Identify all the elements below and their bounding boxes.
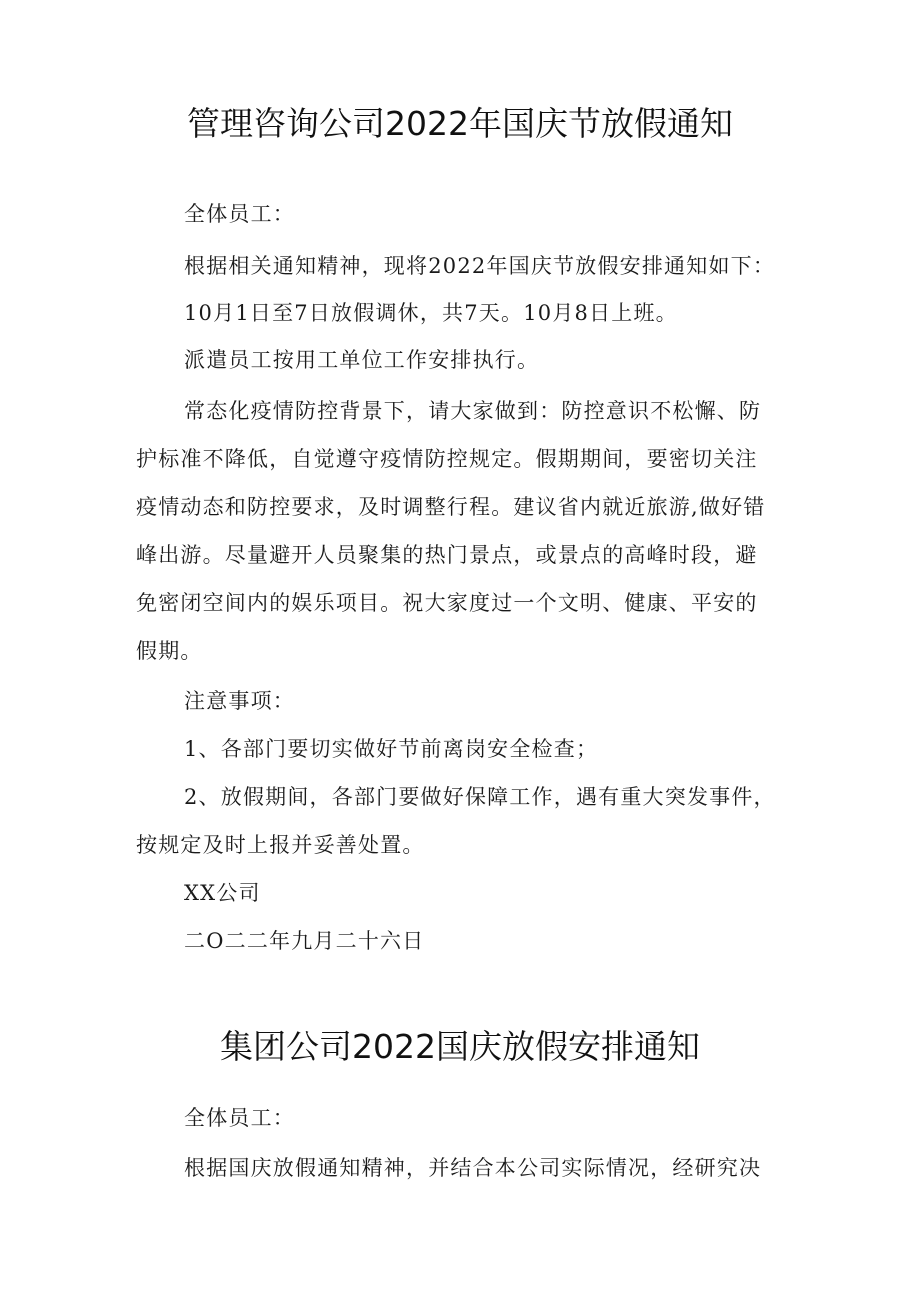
paragraph-line: 根据相关通知精神，现将2022年国庆节放假安排通知如下： <box>184 254 776 278</box>
paragraph-line: 免密闭空间内的娱乐项目。祝大家度过一个文明、健康、平安的 <box>136 591 758 615</box>
notice-title-2: 集团公司2022国庆放假安排通知 <box>220 1027 700 1066</box>
notes-heading: 注意事项： <box>184 689 295 713</box>
paragraph-line: 峰出游。尽量避开人员聚集的热门景点，或景点的高峰时段，避 <box>136 543 758 567</box>
paragraph-line: 护标准不降低，自觉遵守疫情防控规定。假期期间，要密切关注 <box>136 447 758 471</box>
salutation-2: 全体员工： <box>184 1106 295 1130</box>
paragraph-line: 常态化疫情防控背景下，请大家做到：防控意识不松懈、防 <box>184 399 762 423</box>
note-item-1: 1、各部门要切实做好节前离岗安全检查； <box>184 737 599 761</box>
signature-date: 二O二二年九月二十六日 <box>184 929 425 953</box>
paragraph-line: 假期。 <box>136 639 203 663</box>
notice-title-1: 管理咨询公司2022年国庆节放假通知 <box>187 104 733 143</box>
signature-company: XX公司 <box>184 881 261 905</box>
paragraph-line: 10月1日至7日放假调休，共7天。10月8日上班。 <box>184 301 678 325</box>
note-item-2-continued: 按规定及时上报并妥善处置。 <box>136 833 425 857</box>
paragraph-line: 疫情动态和防控要求，及时调整行程。建议省内就近旅游,做好错 <box>136 495 766 519</box>
salutation-1: 全体员工： <box>184 202 295 226</box>
paragraph-line: 派遣员工按用工单位工作安排执行。 <box>184 348 540 372</box>
paragraph-line: 根据国庆放假通知精神，并结合本公司实际情况，经研究决 <box>184 1156 762 1180</box>
note-item-2: 2、放假期间，各部门要做好保障工作，遇有重大突发事件， <box>184 785 776 809</box>
